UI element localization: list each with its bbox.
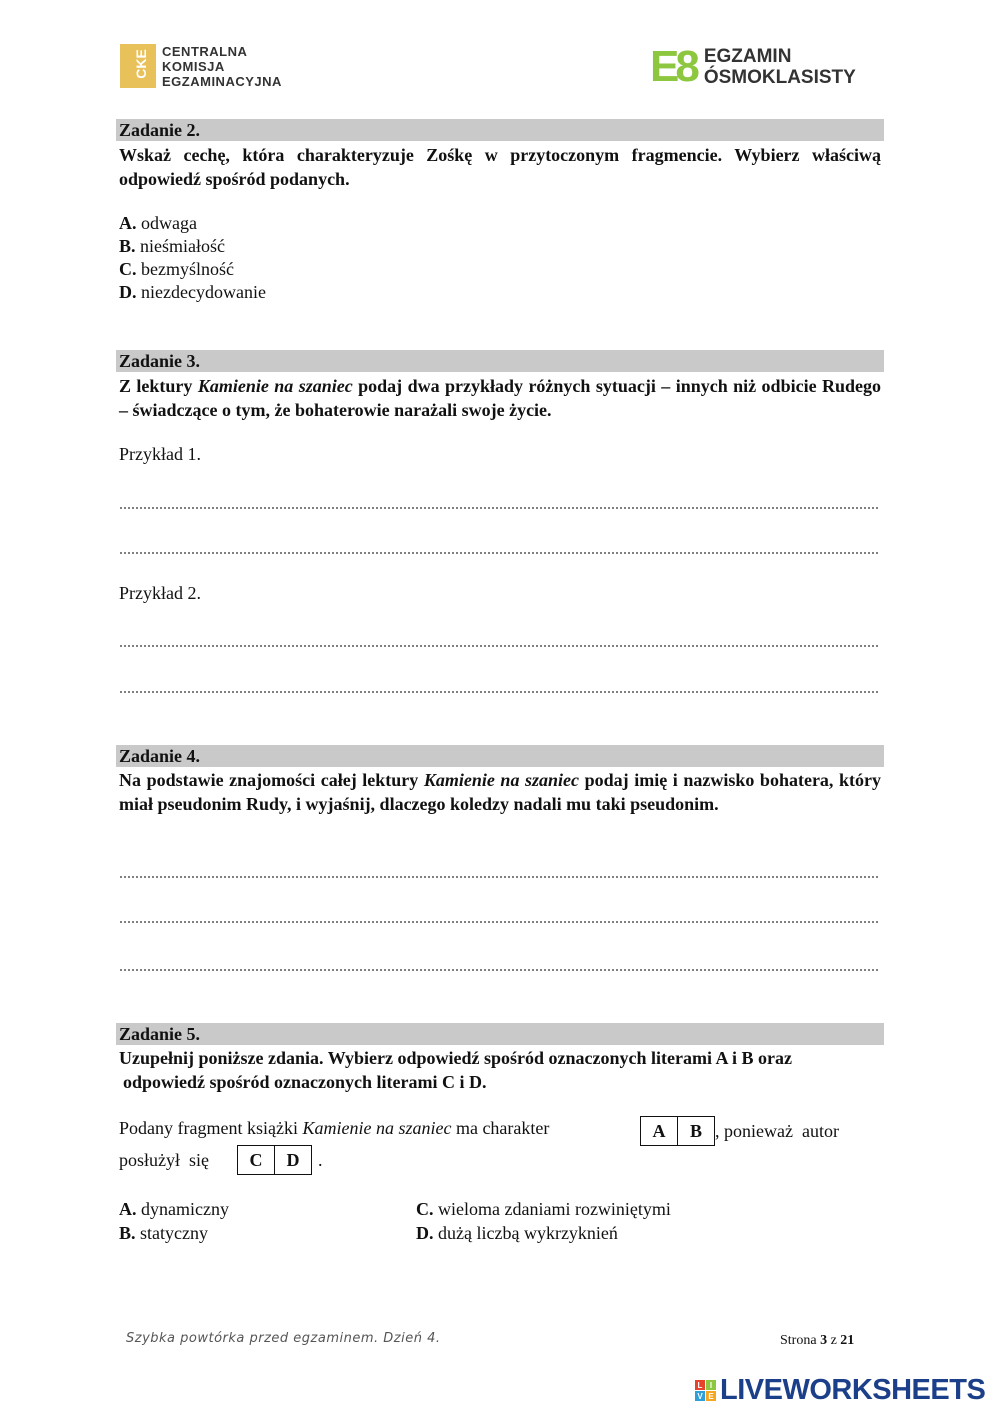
task5-header: Zadanie 5.	[116, 1023, 884, 1045]
cke-logo-mark: CKE	[120, 44, 156, 88]
task2-question: Wskaż cechę, która charakteryzuje Zośkę w przytoczonym fragmencie. Wybierz właściwą odpowiedź spośród podanych.	[119, 145, 881, 189]
footer-note: Szybka powtórka przed egzaminem. Dzień 4.	[126, 1331, 441, 1346]
task2-option-a[interactable]: A. odwaga	[119, 213, 197, 233]
task5-option-b: B. statyczny	[119, 1223, 208, 1243]
task3-question: Z lektury Kamienie na szaniec podaj dwa przykłady różnych sytuacji – innych niż odbicie Rudego – świadczące o tym, że bohaterowie narażali swoje życie.	[119, 376, 881, 420]
task5-sentence-part4: posłużył się	[119, 1150, 209, 1170]
liveworksheets-icon: L I V E	[695, 1380, 716, 1401]
task4-header: Zadanie 4.	[116, 745, 884, 767]
answer-line[interactable]	[119, 691, 879, 693]
task2-option-b[interactable]: B. nieśmiałość	[119, 236, 225, 256]
answer-line[interactable]	[119, 645, 879, 647]
cke-logo	[120, 42, 282, 90]
task5-sentence-part3: , ponieważ autor	[715, 1121, 839, 1141]
answer-box-d[interactable]: D	[274, 1146, 311, 1174]
task3-header: Zadanie 3.	[116, 350, 884, 372]
task3-example2-label: Przykład 2.	[119, 583, 201, 603]
task5-option-a: A. dynamiczny	[119, 1199, 229, 1219]
task5-option-c: C. wieloma zdaniami rozwiniętymi	[416, 1199, 671, 1219]
answer-box-c[interactable]: C	[249, 1149, 263, 1170]
page-number: Strona 3 z 21	[780, 1333, 855, 1348]
e8-logo-text: EGZAMIN ÓSMOKLASISTY	[703, 46, 856, 88]
task5-sentence-part1: Podany fragment książki Kamienie na szaniec ma charakter	[119, 1118, 550, 1138]
e8-logo-mark: E8	[650, 42, 696, 91]
answer-line[interactable]	[119, 552, 879, 554]
answer-box-a[interactable]: A	[652, 1120, 666, 1141]
task2-option-d[interactable]: D. niezdecydowanie	[119, 282, 266, 302]
answer-box-cd[interactable]	[237, 1145, 312, 1175]
e8-logo	[650, 42, 856, 91]
liveworksheets-logo	[695, 1374, 985, 1407]
task3-example1-label: Przykład 1.	[119, 444, 201, 464]
answer-line[interactable]	[119, 876, 879, 878]
task2-header: Zadanie 2.	[116, 119, 884, 141]
cke-logo-text: CENTRALNA KOMISJA EGZAMINACYJNA	[162, 43, 282, 89]
answer-box-ab[interactable]	[640, 1116, 715, 1146]
liveworksheets-text: LIVEWORKSHEETS	[720, 1374, 986, 1406]
answer-line[interactable]	[119, 507, 879, 509]
task4-question: Na podstawie znajomości całej lektury Kamienie na szaniec podaj imię i nazwisko bohatera, który miał pseudonim Rudy, i wyjaśnij, dlaczego koledzy nadali mu taki pseudonim.	[119, 770, 881, 814]
answer-box-b[interactable]: B	[677, 1117, 714, 1145]
answer-line[interactable]	[119, 921, 879, 923]
task5-question-line1: Uzupełnij poniższe zdania. Wybierz odpowiedź spośród oznaczonych literami A i B oraz	[119, 1048, 792, 1068]
task2-option-c[interactable]: C. bezmyślność	[119, 259, 234, 279]
task5-question-line2: odpowiedź spośród oznaczonych literami C i D.	[123, 1072, 487, 1092]
task5-option-d: D. dużą liczbą wykrzyknień	[416, 1223, 618, 1243]
answer-line[interactable]	[119, 969, 879, 971]
task5-sentence-end: .	[318, 1150, 323, 1170]
